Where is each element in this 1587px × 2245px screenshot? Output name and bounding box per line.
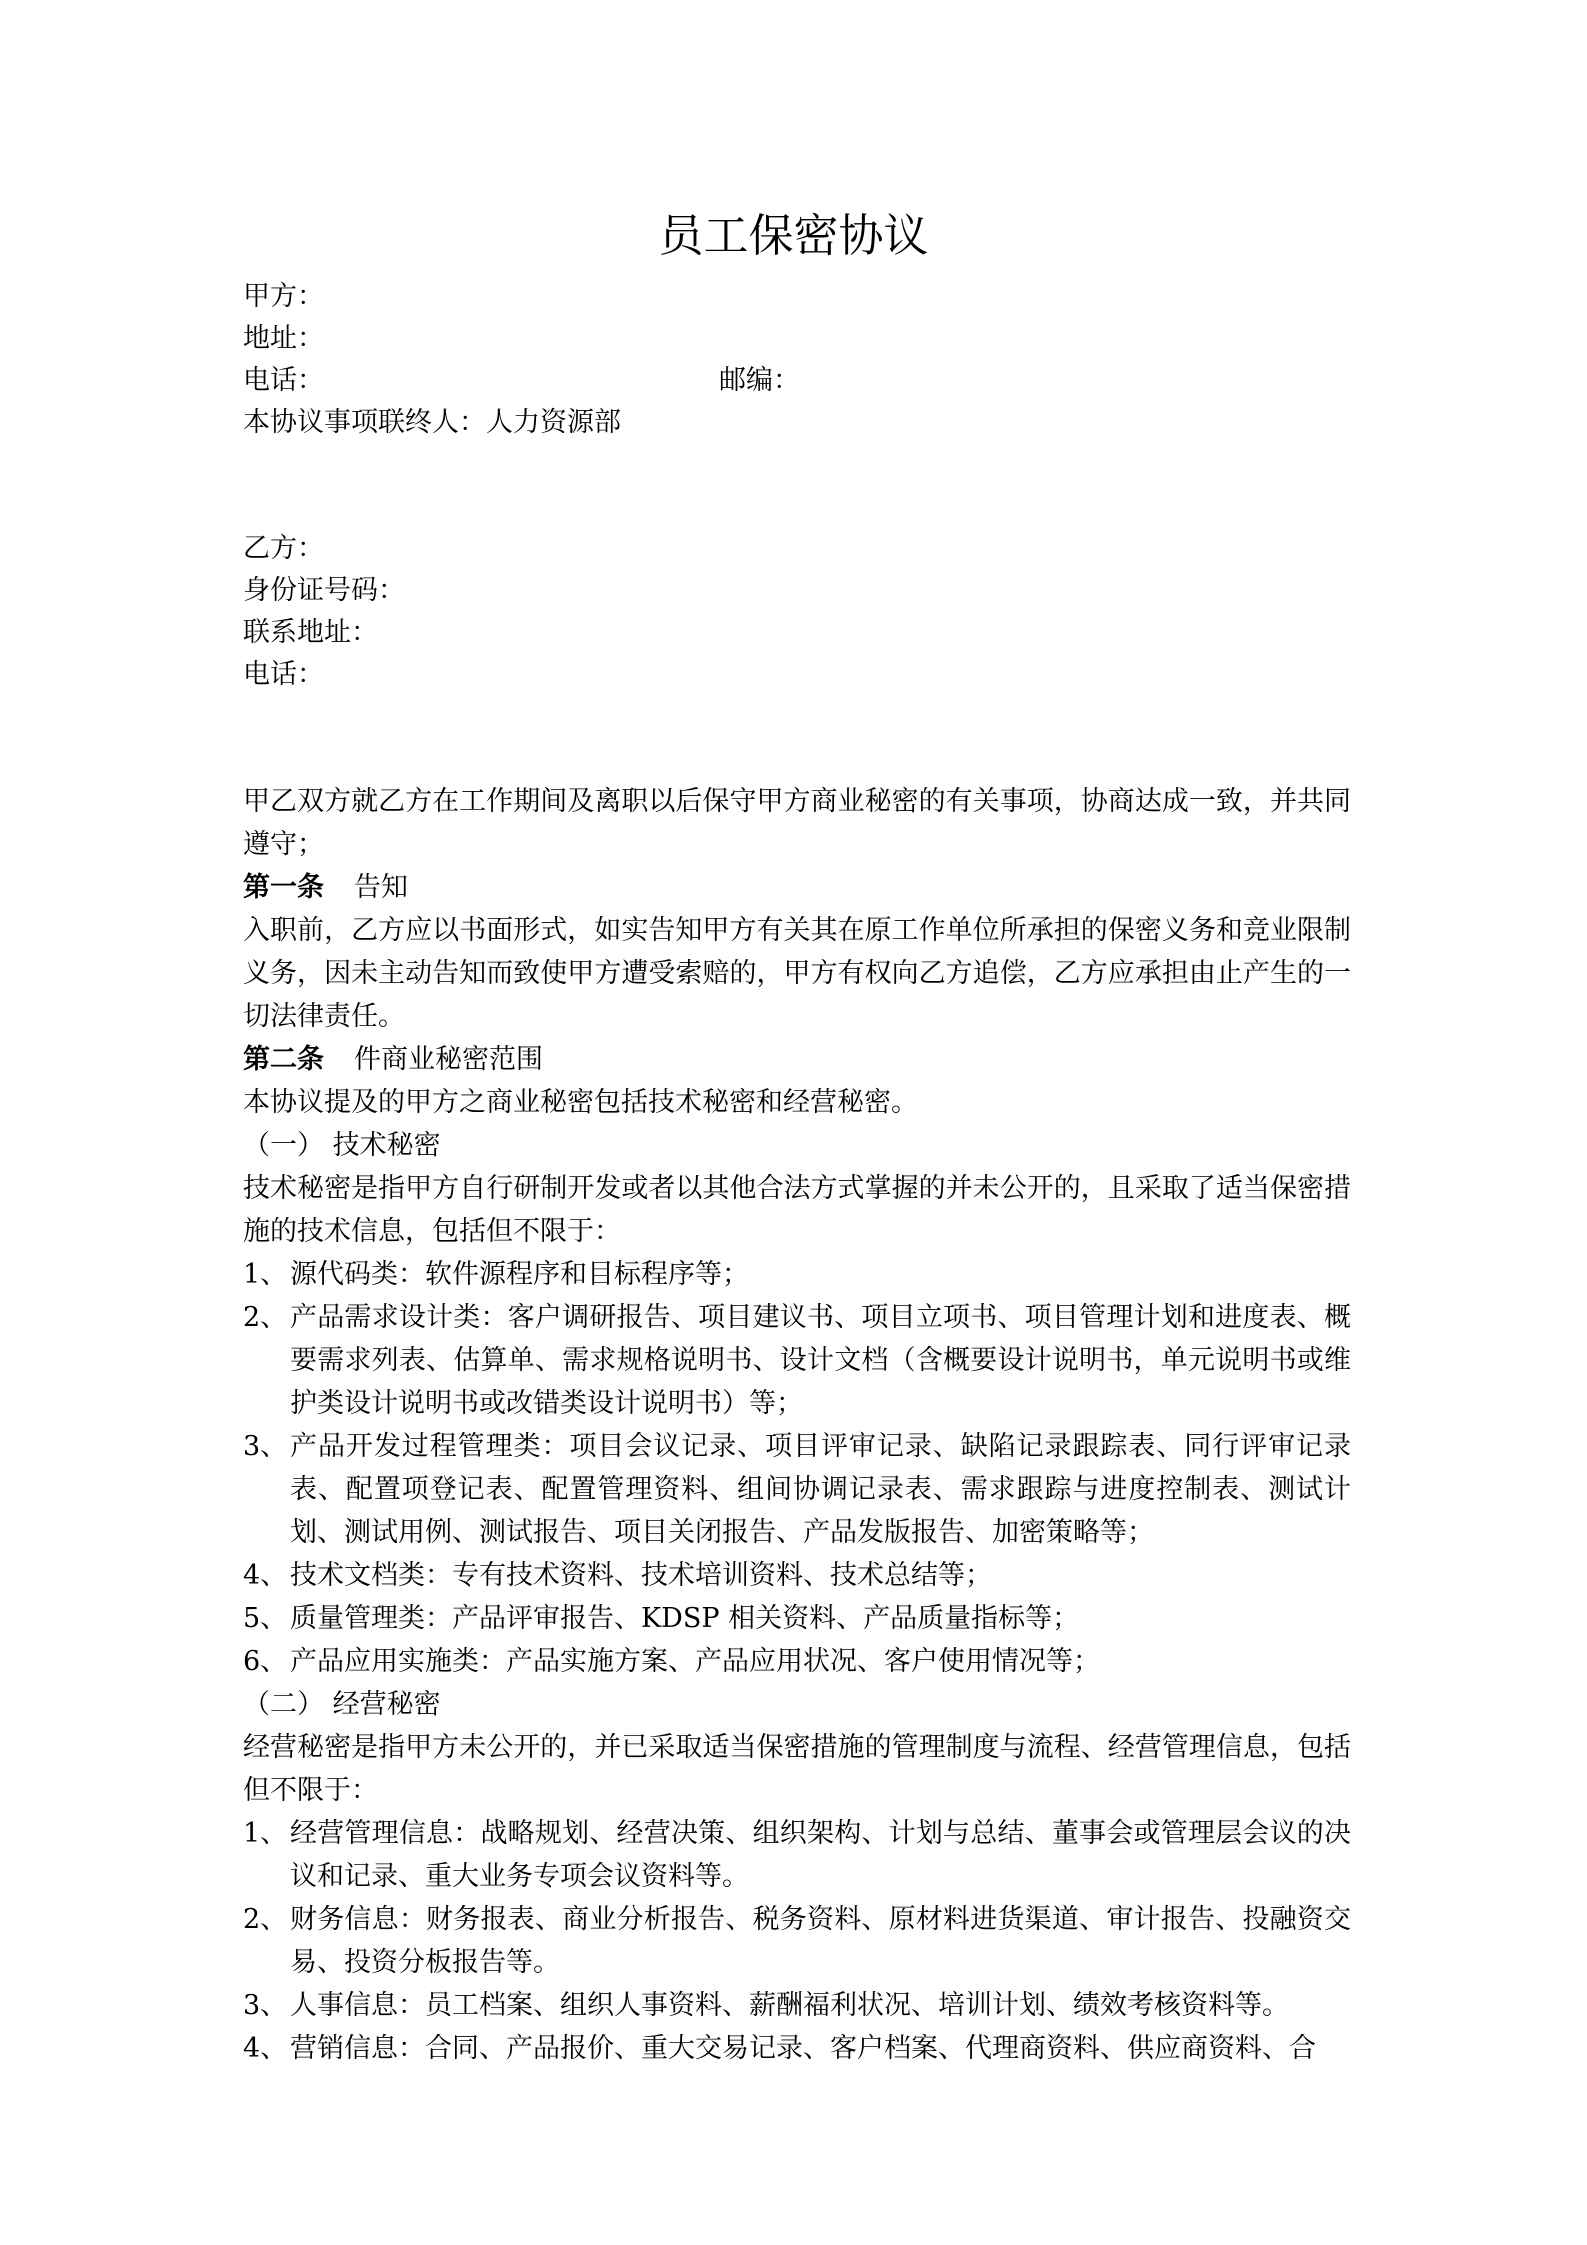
- list-item-number: 1、: [243, 1818, 288, 1849]
- spacer: [243, 444, 1351, 528]
- document-body: [243, 276, 1351, 2070]
- spacer: [243, 696, 1351, 780]
- list-item-number: 6、: [243, 1646, 288, 1677]
- list-item-text: 经营管理信息：战略规划、经营决策、组织架构、计划与总结、董事会或管理层会议的决议和记录、重大业务专项会议资料等。: [290, 1818, 1351, 1892]
- tech-secret-body: 技术秘密是指甲方自行研制开发或者以其他合法方式掌握的并未公开的，且采取了适当保密措施的技术信息，包括但不限于：: [243, 1173, 1351, 1247]
- list-item-text: 营销信息：合同、产品报价、重大交易记录、客户档案、代理商资料、供应商资料、合: [290, 2033, 1316, 2064]
- list-item-text: 产品应用实施类：产品实施方案、产品应用状况、客户使用情况等；: [290, 1646, 1100, 1677]
- list-item-text: 财务信息：财务报表、商业分析报告、税务资料、原材料进货渠道、审计报告、投融资交易、投资分板报告等。: [290, 1904, 1351, 1978]
- document-title: 员工保密协议: [658, 209, 929, 262]
- list-item: [243, 1554, 1351, 1597]
- tech-secret-list: [243, 1253, 1351, 1683]
- party-a-contact-label: 本协议事项联终人：人力资源部: [243, 407, 621, 438]
- list-item-number: 4、: [243, 2033, 288, 2064]
- party-b-address-label: 联系地址：: [243, 617, 378, 648]
- party-b-phone-label: 电话：: [243, 659, 324, 690]
- list-item: [243, 2027, 1351, 2070]
- list-item: [243, 1597, 1351, 1640]
- party-a-phone-row: [243, 360, 1351, 402]
- list-item-text: 源代码类：软件源程序和目标程序等；: [290, 1259, 749, 1290]
- article-2-title: 件商业秘密范围: [354, 1044, 543, 1075]
- list-item-number: 4、: [243, 1560, 288, 1591]
- business-secret-body: 经营秘密是指甲方未公开的，并已采取适当保密措施的管理制度与流程、经营管理信息，包括但不限于：: [243, 1732, 1351, 1806]
- list-item-text: 质量管理类：产品评审报告、KDSP 相关资料、产品质量指标等；: [290, 1603, 1080, 1634]
- party-a-block: [243, 276, 1351, 444]
- business-secret-heading: （二） 经营秘密: [243, 1689, 441, 1720]
- list-item: [243, 1425, 1351, 1554]
- business-secret-list: [243, 1812, 1351, 2070]
- list-item-number: 5、: [243, 1603, 288, 1634]
- party-b-id-label: 身份证号码：: [243, 575, 405, 606]
- list-item-text: 技术文档类：专有技术资料、技术培训资料、技术总结等；: [290, 1560, 992, 1591]
- list-item-number: 1、: [243, 1259, 288, 1290]
- party-a-address-label: 地址：: [243, 323, 324, 354]
- article-1-number: 第一条: [243, 872, 324, 903]
- party-a-name-label: 甲方：: [243, 281, 324, 312]
- list-item-number: 3、: [243, 1431, 288, 1462]
- list-item-text: 产品需求设计类：客户调研报告、项目建议书、项目立项书、项目管理计划和进度表、概要需求列表、估算单、需求规格说明书、设计文档（含概要设计说明书，单元说明书或维护类设计说明书或改错类设计说明书）等；: [290, 1302, 1351, 1419]
- tech-secret-heading: （一） 技术秘密: [243, 1130, 441, 1161]
- list-item-text: 人事信息：员工档案、组织人事资料、薪酬福利状况、培训计划、绩效考核资料等。: [290, 1990, 1289, 2021]
- article-1-title: 告知: [354, 872, 408, 903]
- party-b-block: [243, 528, 1351, 696]
- list-item: [243, 1984, 1351, 2027]
- article-2-heading: [243, 1038, 1351, 1081]
- intro-paragraph: 甲乙双方就乙方在工作期间及离职以后保守甲方商业秘密的有关事项，协商达成一致，并共同遵守；: [243, 786, 1351, 860]
- article-1-heading: [243, 866, 1351, 909]
- list-item-number: 2、: [243, 1302, 288, 1333]
- list-item: [243, 1296, 1351, 1425]
- list-item: [243, 1640, 1351, 1683]
- list-item-number: 2、: [243, 1904, 288, 1935]
- party-a-postcode-label: 邮编：: [719, 365, 800, 396]
- party-b-name-label: 乙方：: [243, 533, 324, 564]
- list-item: [243, 1253, 1351, 1296]
- list-item-text: 产品开发过程管理类：项目会议记录、项目评审记录、缺陷记录跟踪表、同行评审记录表、配置项登记表、配置管理资料、组间协调记录表、需求跟踪与进度控制表、测试计划、测试用例、测试报告、项目关闭报告、产品发版报告、加密策略等；: [290, 1431, 1351, 1548]
- article-2-body: 本协议提及的甲方之商业秘密包括技术秘密和经营秘密。: [243, 1087, 918, 1118]
- list-item-number: 3、: [243, 1990, 288, 2021]
- list-item: [243, 1812, 1351, 1898]
- party-a-phone-label: 电话：: [243, 365, 324, 396]
- article-2-number: 第二条: [243, 1044, 324, 1075]
- article-1-body: 入职前，乙方应以书面形式，如实告知甲方有关其在原工作单位所承担的保密义务和竞业限制义务，因未主动告知而致使甲方遭受索赔的，甲方有权向乙方追偿，乙方应承担由止产生的一切法律责任。: [243, 915, 1351, 1032]
- list-item: [243, 1898, 1351, 1984]
